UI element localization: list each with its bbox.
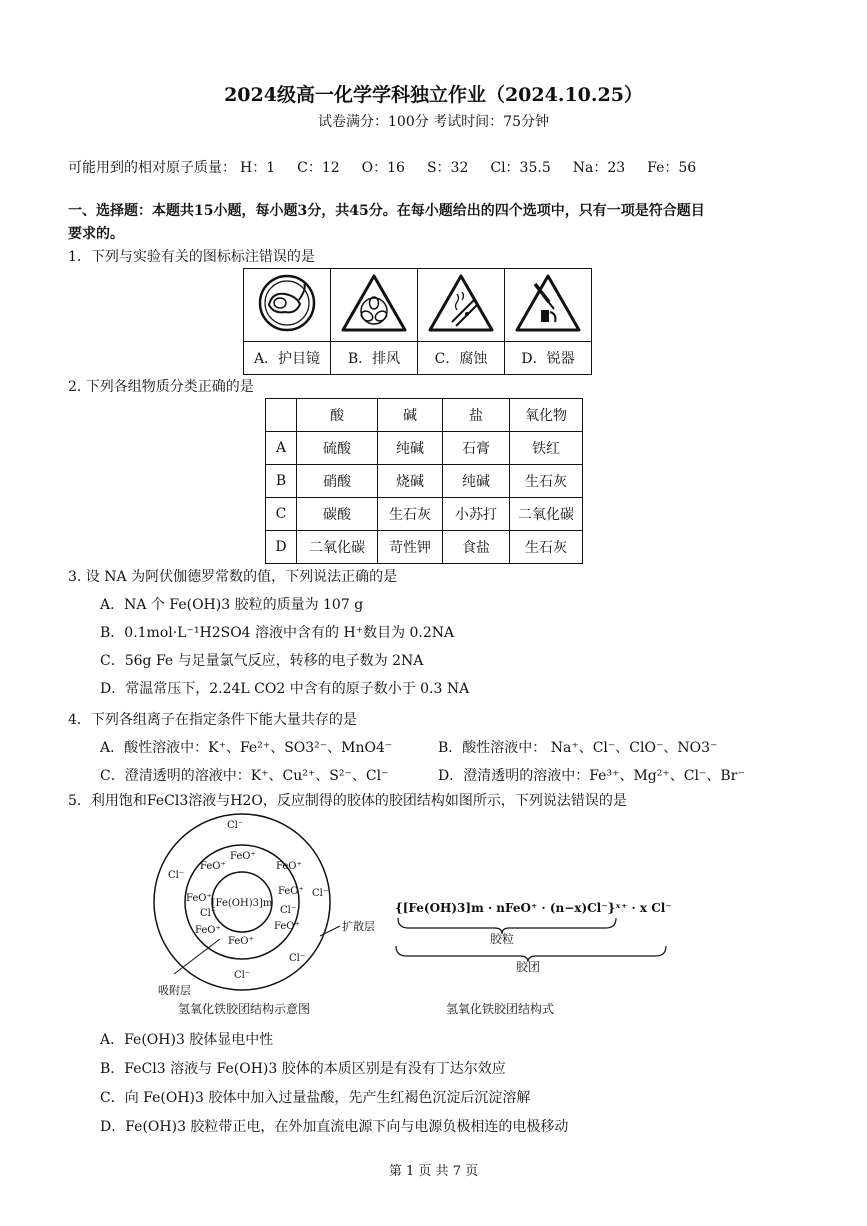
diffuse-counterion: Cl⁻ [312, 888, 329, 899]
mass-item: Na：23 [572, 160, 626, 176]
icon-cell [331, 269, 418, 342]
q5-option-b: B．FeCl3 溶液与 Fe(OH)3 胶体的本质区别是有没有丁达尔效应 [100, 1061, 506, 1077]
diagram-caption-right: 氢氧化铁胶团结构式 [446, 1002, 555, 1016]
table-cell: 硫酸 [297, 432, 378, 465]
table-cell: 二氧化碳 [510, 498, 583, 531]
goggles-icon [252, 272, 322, 334]
icon-label: B．排风 [331, 342, 418, 375]
table-header-row [266, 399, 583, 432]
q3-stem: 3. 设 NA 为阿伏伽德罗常数的值，下列说法正确的是 [68, 569, 398, 585]
q4-stem: 4．下列各组离子在指定条件下能大量共存的是 [68, 712, 357, 728]
table-row [266, 531, 583, 564]
table-cell: 生石灰 [510, 531, 583, 564]
diffuse-counterion: Cl⁻ [168, 870, 185, 881]
adsorbed-ion: FeO⁺ [230, 851, 256, 862]
q3-option-b: B．0.1mol·L⁻¹H2SO4 溶液中含有的 H⁺数目为 0.2NA [100, 625, 455, 641]
table-cell: 生石灰 [510, 465, 583, 498]
table-cell: 碳酸 [297, 498, 378, 531]
table-cell: 小苏打 [443, 498, 510, 531]
adsorbed-ion: FeO⁺ [278, 886, 304, 897]
colloid-particle-label: 胶粒 [489, 932, 515, 946]
table-cell: A [266, 432, 297, 465]
table-cell: D [266, 531, 297, 564]
section-heading-line2: 要求的。 [68, 226, 124, 242]
adsorbed-ion: FeO⁺ [186, 893, 212, 904]
mass-item: Fe：56 [647, 160, 697, 176]
mass-item: Cl：35.5 [490, 160, 551, 176]
q4-option-c: C．澄清透明的溶液中：K⁺、Cu²⁺、S²⁻、Cl⁻ [100, 768, 389, 784]
mass-item: C：12 [297, 160, 340, 176]
table-header: 盐 [443, 399, 510, 432]
icon-cell [418, 269, 505, 342]
adsorbed-ion: FeO⁺ [228, 936, 254, 947]
q1-icon-table [243, 268, 592, 375]
corrosion-icon [426, 272, 496, 334]
micelle-core: [Fe(OH)3]m [211, 898, 273, 909]
table-cell: 食盐 [443, 531, 510, 564]
adsorption-layer-label: 吸附层 [158, 984, 191, 997]
micelle-label: 胶团 [515, 960, 541, 974]
q5-option-a: A．Fe(OH)3 胶体显电中性 [100, 1032, 274, 1048]
q3-option-a: A．NA 个 Fe(OH)3 胶粒的质量为 107 g [100, 597, 364, 613]
table-cell: B [266, 465, 297, 498]
colloid-micelle-diagram [150, 806, 690, 1020]
mass-item: H：1 [240, 160, 276, 176]
q5-option-c: C．向 Fe(OH)3 胶体中加入过量盐酸，先产生红褐色沉淀后沉淀溶解 [100, 1090, 531, 1106]
q3-option-d: D．常温常压下，2.24L CO2 中含有的原子数小于 0.3 NA [100, 681, 470, 697]
diffuse-counterion: Cl⁻ [289, 953, 306, 964]
q4-option-d: D．澄清透明的溶液中：Fe³⁺、Mg²⁺、Cl⁻、Br⁻ [438, 768, 745, 784]
table-cell: C [266, 498, 297, 531]
table-cell: 纯碱 [443, 465, 510, 498]
adsorbed-ion: FeO⁺ [200, 861, 226, 872]
q4-option-b: B．酸性溶液中： Na⁺、Cl⁻、ClO⁻、NO3⁻ [438, 740, 718, 756]
table-header: 氧化物 [510, 399, 583, 432]
table-cell: 石膏 [443, 432, 510, 465]
q5-stem: 5．利用饱和FeCl3溶液与H2O，反应制得的胶体的胶团结构如图所示，下列说法错误的是 [68, 793, 627, 809]
icon-label: A．护目镜 [244, 342, 331, 375]
micelle-formula: {[Fe(OH)3]m · nFeO⁺ · (n−x)Cl⁻}ˣ⁺ · x Cl⁻ [395, 901, 672, 915]
adsorbed-ion: FeO⁺ [276, 861, 302, 872]
table-row [266, 465, 583, 498]
icon-label: D．锐器 [505, 342, 592, 375]
table-header: 酸 [297, 399, 378, 432]
page-number: 第 1 页 共 7 页 [388, 1164, 479, 1179]
q4-option-a: A．酸性溶液中：K⁺、Fe²⁺、SO3²⁻、MnO4⁻ [100, 740, 393, 756]
fan-icon [339, 272, 409, 334]
q1-stem: 1．下列与实验有关的图标标注错误的是 [68, 249, 315, 265]
table-cell: 硝酸 [297, 465, 378, 498]
section-heading-line1: 一、选择题：本题共15小题，每小题3分，共45分。在每小题给出的四个选项中，只有一项是符合题目 [68, 203, 705, 219]
q2-table [265, 398, 583, 564]
icon-label: C．腐蚀 [418, 342, 505, 375]
page-title: 2024级高一化学学科独立作业（2024.10.25） [224, 84, 643, 106]
diffuse-counterion: Cl⁻ [227, 820, 244, 831]
mass-item: S：32 [426, 160, 469, 176]
table-cell: 纯碱 [378, 432, 443, 465]
table-row [266, 432, 583, 465]
atomic-masses [68, 157, 718, 177]
table-cell: 烧碱 [378, 465, 443, 498]
table-row [266, 498, 583, 531]
table-cell: 苛性钾 [378, 531, 443, 564]
adsorbed-ion: FeO⁺ [274, 921, 300, 932]
mass-item: O：16 [361, 160, 405, 176]
diffuse-layer-label: 扩散层 [342, 920, 375, 933]
table-header: 碱 [378, 399, 443, 432]
sharp-icon [513, 272, 583, 334]
adsorbed-ion: FeO⁺ [195, 925, 221, 936]
icon-cell [244, 269, 331, 342]
diagram-caption-left: 氢氧化铁胶团结构示意图 [178, 1002, 311, 1016]
icon-cell [505, 269, 592, 342]
q3-option-c: C．56g Fe 与足量氯气反应，转移的电子数为 2NA [100, 653, 424, 669]
adsorbed-counterion: Cl⁻ [200, 908, 217, 919]
q5-option-d: D．Fe(OH)3 胶粒带正电，在外加直流电源下向与电源负极相连的电极移动 [100, 1119, 569, 1135]
table-cell: 铁红 [510, 432, 583, 465]
q2-stem: 2. 下列各组物质分类正确的是 [68, 379, 254, 395]
exam-info: 试卷满分：100分 考试时间：75分钟 [318, 114, 549, 130]
adsorbed-counterion: Cl⁻ [280, 905, 297, 916]
table-cell: 生石灰 [378, 498, 443, 531]
diffuse-counterion: Cl⁻ [234, 970, 251, 981]
atomic-masses-label: 可能用到的相对原子质量： [68, 160, 236, 176]
table-cell: 二氧化碳 [297, 531, 378, 564]
table-header [266, 399, 297, 432]
